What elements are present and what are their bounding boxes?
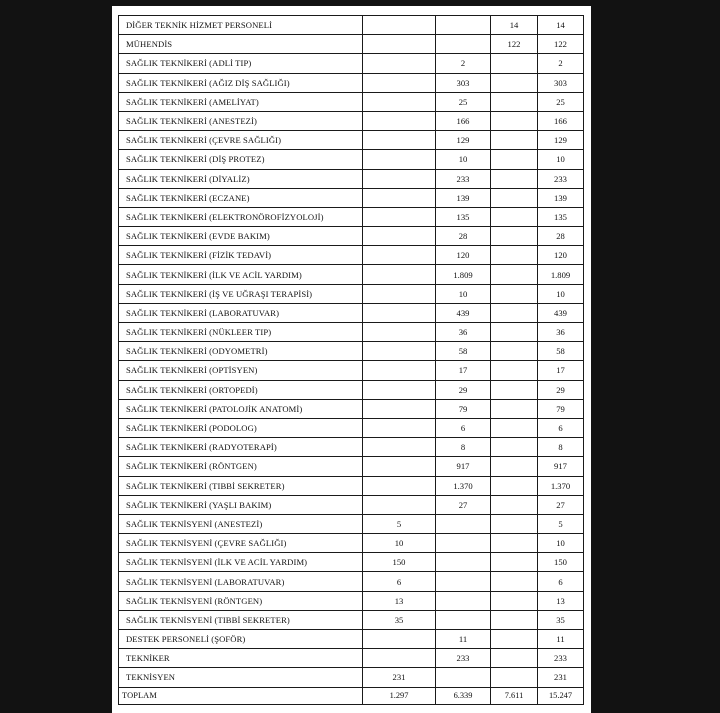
table-row <box>119 514 584 533</box>
cell-c1: 35 <box>363 610 436 629</box>
cell-c3 <box>491 610 538 629</box>
cell-c3: 14 <box>491 16 538 35</box>
cell-c1 <box>363 92 436 111</box>
cell-c4: 17 <box>538 361 584 380</box>
cell-c1 <box>363 418 436 437</box>
cell-c2: 120 <box>436 246 491 265</box>
cell-c2: 8 <box>436 438 491 457</box>
row-label: SAĞLIK TEKNİSYENİ (LABORATUVAR) <box>119 572 363 591</box>
row-label: SAĞLIK TEKNİKERİ (RÖNTGEN) <box>119 457 363 476</box>
table-row <box>119 418 584 437</box>
cell-c4: 15.247 <box>538 687 584 704</box>
cell-c4: 150 <box>538 553 584 572</box>
cell-c4: 439 <box>538 303 584 322</box>
cell-c2: 166 <box>436 111 491 130</box>
cell-c2: 11 <box>436 630 491 649</box>
cell-c1 <box>363 457 436 476</box>
cell-c3 <box>491 399 538 418</box>
cell-c1: 5 <box>363 514 436 533</box>
cell-c1 <box>363 35 436 54</box>
cell-c2: 139 <box>436 188 491 207</box>
table-row <box>119 323 584 342</box>
cell-c3 <box>491 342 538 361</box>
cell-c4: 231 <box>538 668 584 687</box>
cell-c3 <box>491 418 538 437</box>
table-row <box>119 150 584 169</box>
cell-c1 <box>363 399 436 418</box>
cell-c2: 303 <box>436 73 491 92</box>
row-label: SAĞLIK TEKNİKERİ (ANESTEZİ) <box>119 111 363 130</box>
cell-c4: 1.370 <box>538 476 584 495</box>
cell-c1 <box>363 649 436 668</box>
cell-c3 <box>491 476 538 495</box>
cell-c2 <box>436 35 491 54</box>
table-row <box>119 265 584 284</box>
cell-c3 <box>491 668 538 687</box>
cell-c1 <box>363 361 436 380</box>
table-row <box>119 92 584 111</box>
table-row <box>119 591 584 610</box>
cell-c4: 233 <box>538 169 584 188</box>
cell-c3 <box>491 514 538 533</box>
cell-c2 <box>436 668 491 687</box>
cell-c1 <box>363 54 436 73</box>
cell-c3 <box>491 495 538 514</box>
cell-c4: 29 <box>538 380 584 399</box>
cell-c2: 439 <box>436 303 491 322</box>
cell-c1: 150 <box>363 553 436 572</box>
cell-c2: 36 <box>436 323 491 342</box>
cell-c3 <box>491 303 538 322</box>
cell-c3 <box>491 553 538 572</box>
cell-c2: 25 <box>436 92 491 111</box>
cell-c2: 17 <box>436 361 491 380</box>
table-row <box>119 630 584 649</box>
cell-c1 <box>363 150 436 169</box>
row-label: MÜHENDİS <box>119 35 363 54</box>
row-label: SAĞLIK TEKNİSYENİ (RÖNTGEN) <box>119 591 363 610</box>
table-body <box>119 16 584 705</box>
table-row <box>119 495 584 514</box>
cell-c3 <box>491 438 538 457</box>
row-label: SAĞLIK TEKNİKERİ (ELEKTRONÖROFİZYOLOJİ) <box>119 207 363 226</box>
cell-c2: 6 <box>436 418 491 437</box>
cell-c3 <box>491 591 538 610</box>
cell-c3 <box>491 188 538 207</box>
cell-c4: 5 <box>538 514 584 533</box>
cell-c2: 1.809 <box>436 265 491 284</box>
row-label: SAĞLIK TEKNİKERİ (ADLİ TIP) <box>119 54 363 73</box>
row-label: SAĞLIK TEKNİKERİ (AĞIZ DİŞ SAĞLIĞI) <box>119 73 363 92</box>
cell-c2: 28 <box>436 227 491 246</box>
table-row <box>119 380 584 399</box>
table-row <box>119 73 584 92</box>
cell-c4: 8 <box>538 438 584 457</box>
cell-c1: 13 <box>363 591 436 610</box>
row-label: SAĞLIK TEKNİKERİ (DİŞ PROTEZ) <box>119 150 363 169</box>
cell-c4: 79 <box>538 399 584 418</box>
cell-c2 <box>436 572 491 591</box>
cell-c4: 120 <box>538 246 584 265</box>
row-label: SAĞLIK TEKNİKERİ (PODOLOG) <box>119 418 363 437</box>
table-row <box>119 227 584 246</box>
cell-c1 <box>363 227 436 246</box>
cell-c1 <box>363 265 436 284</box>
table-row <box>119 169 584 188</box>
cell-c3 <box>491 457 538 476</box>
cell-c1 <box>363 495 436 514</box>
cell-c3 <box>491 54 538 73</box>
row-label: SAĞLIK TEKNİKERİ (PATOLOJİK ANATOMİ) <box>119 399 363 418</box>
cell-c1 <box>363 380 436 399</box>
cell-c3: 7.611 <box>491 687 538 704</box>
table-row <box>119 131 584 150</box>
cell-c2: 58 <box>436 342 491 361</box>
table-row <box>119 284 584 303</box>
cell-c1: 10 <box>363 534 436 553</box>
row-label: SAĞLIK TEKNİKERİ (ÇEVRE SAĞLIĞI) <box>119 131 363 150</box>
cell-c4: 1.809 <box>538 265 584 284</box>
cell-c2 <box>436 534 491 553</box>
cell-c4: 6 <box>538 572 584 591</box>
row-label: SAĞLIK TEKNİKERİ (DİYALİZ) <box>119 169 363 188</box>
cell-c2: 6.339 <box>436 687 491 704</box>
row-label: SAĞLIK TEKNİKERİ (LABORATUVAR) <box>119 303 363 322</box>
cell-c3 <box>491 649 538 668</box>
total-row <box>119 687 584 704</box>
cell-c2: 233 <box>436 649 491 668</box>
cell-c4: 11 <box>538 630 584 649</box>
cell-c1 <box>363 342 436 361</box>
cell-c4: 122 <box>538 35 584 54</box>
cell-c3 <box>491 323 538 342</box>
cell-c2 <box>436 591 491 610</box>
cell-c4: 13 <box>538 591 584 610</box>
cell-c1 <box>363 169 436 188</box>
cell-c1 <box>363 111 436 130</box>
cell-c3 <box>491 534 538 553</box>
cell-c4: 35 <box>538 610 584 629</box>
cell-c4: 10 <box>538 284 584 303</box>
row-label: SAĞLIK TEKNİKERİ (RADYOTERAPİ) <box>119 438 363 457</box>
cell-c2: 2 <box>436 54 491 73</box>
cell-c2 <box>436 610 491 629</box>
row-label: TEKNİSYEN <box>119 668 363 687</box>
table-row <box>119 534 584 553</box>
cell-c4: 10 <box>538 150 584 169</box>
cell-c3 <box>491 131 538 150</box>
cell-c2: 79 <box>436 399 491 418</box>
cell-c1: 6 <box>363 572 436 591</box>
cell-c2: 10 <box>436 150 491 169</box>
personnel-table <box>118 15 584 705</box>
row-label: DESTEK PERSONELİ (ŞOFÖR) <box>119 630 363 649</box>
row-label: SAĞLIK TEKNİSYENİ (İLK VE ACİL YARDIM) <box>119 553 363 572</box>
cell-c1 <box>363 630 436 649</box>
cell-c2: 129 <box>436 131 491 150</box>
cell-c4: 129 <box>538 131 584 150</box>
table-row <box>119 207 584 226</box>
table-row <box>119 188 584 207</box>
cell-c2: 233 <box>436 169 491 188</box>
table-row <box>119 342 584 361</box>
table-row <box>119 303 584 322</box>
cell-c4: 14 <box>538 16 584 35</box>
table-row <box>119 361 584 380</box>
cell-c4: 10 <box>538 534 584 553</box>
cell-c1 <box>363 131 436 150</box>
cell-c2 <box>436 553 491 572</box>
row-label: SAĞLIK TEKNİKERİ (EVDE BAKIM) <box>119 227 363 246</box>
cell-c1: 231 <box>363 668 436 687</box>
cell-c4: 58 <box>538 342 584 361</box>
row-label: TEKNİKER <box>119 649 363 668</box>
table-row <box>119 399 584 418</box>
cell-c4: 917 <box>538 457 584 476</box>
cell-c1 <box>363 16 436 35</box>
cell-c1 <box>363 476 436 495</box>
cell-c3 <box>491 630 538 649</box>
cell-c3 <box>491 380 538 399</box>
document-page <box>112 6 591 713</box>
table-row <box>119 54 584 73</box>
row-label: DİĞER TEKNİK HİZMET PERSONELİ <box>119 16 363 35</box>
table-row <box>119 668 584 687</box>
row-label: SAĞLIK TEKNİSYENİ (ANESTEZİ) <box>119 514 363 533</box>
cell-c2: 135 <box>436 207 491 226</box>
cell-c4: 166 <box>538 111 584 130</box>
row-label: SAĞLIK TEKNİSYENİ (TIBBİ SEKRETER) <box>119 610 363 629</box>
cell-c4: 303 <box>538 73 584 92</box>
cell-c2 <box>436 16 491 35</box>
cell-c3 <box>491 169 538 188</box>
table-row <box>119 553 584 572</box>
cell-c4: 28 <box>538 227 584 246</box>
cell-c3 <box>491 92 538 111</box>
cell-c1 <box>363 188 436 207</box>
cell-c2: 27 <box>436 495 491 514</box>
cell-c4: 2 <box>538 54 584 73</box>
row-label: SAĞLIK TEKNİKERİ (YAŞLI BAKIM) <box>119 495 363 514</box>
cell-c3 <box>491 227 538 246</box>
table-row <box>119 438 584 457</box>
cell-c2: 10 <box>436 284 491 303</box>
row-label: SAĞLIK TEKNİKERİ (ECZANE) <box>119 188 363 207</box>
cell-c3 <box>491 150 538 169</box>
cell-c3 <box>491 284 538 303</box>
cell-c4: 139 <box>538 188 584 207</box>
row-label: SAĞLIK TEKNİKERİ (ORTOPEDİ) <box>119 380 363 399</box>
cell-c4: 27 <box>538 495 584 514</box>
cell-c1 <box>363 323 436 342</box>
cell-c3 <box>491 73 538 92</box>
cell-c1 <box>363 207 436 226</box>
cell-c4: 36 <box>538 323 584 342</box>
cell-c4: 135 <box>538 207 584 226</box>
table-row <box>119 610 584 629</box>
row-label: SAĞLIK TEKNİKERİ (TIBBİ SEKRETER) <box>119 476 363 495</box>
cell-c2 <box>436 514 491 533</box>
cell-c3 <box>491 111 538 130</box>
cell-c3: 122 <box>491 35 538 54</box>
row-label: SAĞLIK TEKNİKERİ (İŞ VE UĞRAŞI TERAPİSİ) <box>119 284 363 303</box>
cell-c3 <box>491 207 538 226</box>
cell-c1 <box>363 284 436 303</box>
cell-c2: 29 <box>436 380 491 399</box>
cell-c3 <box>491 265 538 284</box>
table-row <box>119 246 584 265</box>
cell-c2: 917 <box>436 457 491 476</box>
cell-c4: 233 <box>538 649 584 668</box>
row-label: SAĞLIK TEKNİKERİ (ODYOMETRİ) <box>119 342 363 361</box>
row-label: SAĞLIK TEKNİKERİ (FİZİK TEDAVİ) <box>119 246 363 265</box>
cell-c1: 1.297 <box>363 687 436 704</box>
cell-c3 <box>491 572 538 591</box>
table-row <box>119 16 584 35</box>
row-label: SAĞLIK TEKNİKERİ (OPTİSYEN) <box>119 361 363 380</box>
cell-c4: 6 <box>538 418 584 437</box>
table-row <box>119 476 584 495</box>
row-label: SAĞLIK TEKNİKERİ (NÜKLEER TIP) <box>119 323 363 342</box>
row-label: TOPLAM <box>119 687 363 704</box>
table-row <box>119 35 584 54</box>
cell-c1 <box>363 438 436 457</box>
cell-c1 <box>363 246 436 265</box>
cell-c2: 1.370 <box>436 476 491 495</box>
row-label: SAĞLIK TEKNİKERİ (İLK VE ACİL YARDIM) <box>119 265 363 284</box>
table-row <box>119 649 584 668</box>
cell-c4: 25 <box>538 92 584 111</box>
cell-c3 <box>491 361 538 380</box>
row-label: SAĞLIK TEKNİKERİ (AMELİYAT) <box>119 92 363 111</box>
table-row <box>119 457 584 476</box>
cell-c1 <box>363 303 436 322</box>
cell-c1 <box>363 73 436 92</box>
table-row <box>119 572 584 591</box>
row-label: SAĞLIK TEKNİSYENİ (ÇEVRE SAĞLIĞI) <box>119 534 363 553</box>
cell-c3 <box>491 246 538 265</box>
table-row <box>119 111 584 130</box>
